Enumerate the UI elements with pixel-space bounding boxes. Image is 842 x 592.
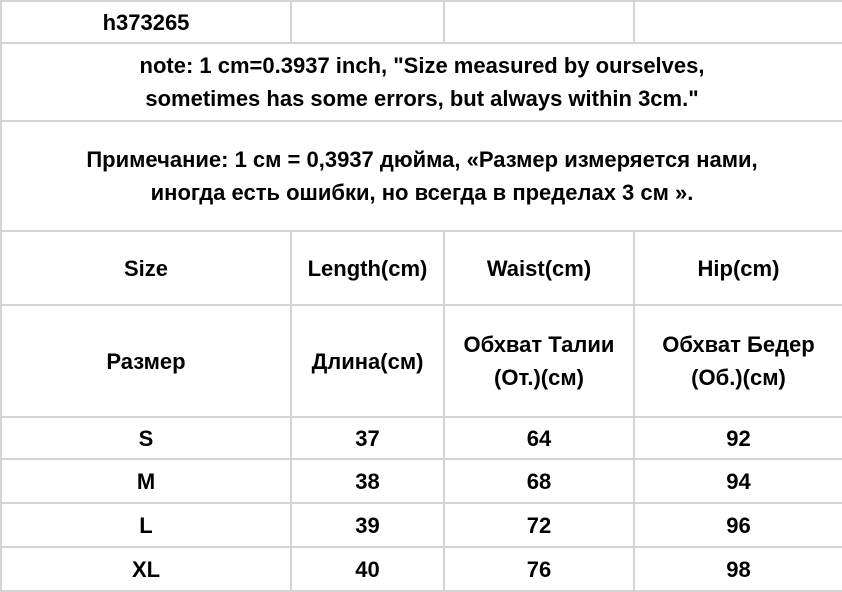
code-row <box>1 1 842 43</box>
length-cell: 37 <box>291 417 444 459</box>
empty-cell <box>291 1 444 43</box>
empty-cell <box>444 1 634 43</box>
header-size: Size <box>1 231 291 305</box>
header-en-row <box>1 231 842 305</box>
header-ru-size <box>1 305 291 417</box>
size-cell: M <box>1 459 291 503</box>
hip-cell: 98 <box>634 547 842 591</box>
header-ru-line: (Об.)(см) <box>691 365 786 390</box>
header-length: Length(cm) <box>291 231 444 305</box>
header-ru-waist <box>444 305 634 417</box>
header-ru-length <box>291 305 444 417</box>
size-cell: XL <box>1 547 291 591</box>
product-code: h373265 <box>1 1 291 43</box>
waist-cell: 76 <box>444 547 634 591</box>
size-cell: S <box>1 417 291 459</box>
note-ru-line: иногда есть ошибки, но всегда в пределах 3 см ». <box>150 180 694 205</box>
note-ru-row <box>1 121 842 231</box>
hip-cell: 92 <box>634 417 842 459</box>
header-ru-line: Обхват Бедер <box>662 332 815 357</box>
note-ru <box>1 121 842 231</box>
waist-cell: 72 <box>444 503 634 547</box>
table-row <box>1 547 842 591</box>
hip-cell: 96 <box>634 503 842 547</box>
table-row <box>1 459 842 503</box>
hip-cell: 94 <box>634 459 842 503</box>
note-en-line: sometimes has some errors, but always within 3cm." <box>145 86 699 111</box>
size-cell: L <box>1 503 291 547</box>
header-ru-line: Обхват Талии <box>463 332 615 357</box>
table-row <box>1 417 842 459</box>
table-row <box>1 503 842 547</box>
header-ru-line: Размер <box>106 348 186 374</box>
waist-cell: 68 <box>444 459 634 503</box>
waist-cell: 64 <box>444 417 634 459</box>
length-cell: 40 <box>291 547 444 591</box>
length-cell: 38 <box>291 459 444 503</box>
header-hip: Hip(cm) <box>634 231 842 305</box>
length-cell: 39 <box>291 503 444 547</box>
header-ru-hip <box>634 305 842 417</box>
note-ru-line: Примечание: 1 см = 0,3937 дюйма, «Размер измеряется нами, <box>86 147 758 172</box>
header-ru-line: Длина(см) <box>311 348 424 374</box>
empty-cell <box>634 1 842 43</box>
header-ru-line: (От.)(см) <box>494 365 584 390</box>
note-en-row <box>1 43 842 121</box>
header-waist: Waist(cm) <box>444 231 634 305</box>
note-en <box>1 43 842 121</box>
note-en-line: note: 1 cm=0.3937 inch, "Size measured by ourselves, <box>139 53 705 78</box>
header-ru-row <box>1 305 842 417</box>
